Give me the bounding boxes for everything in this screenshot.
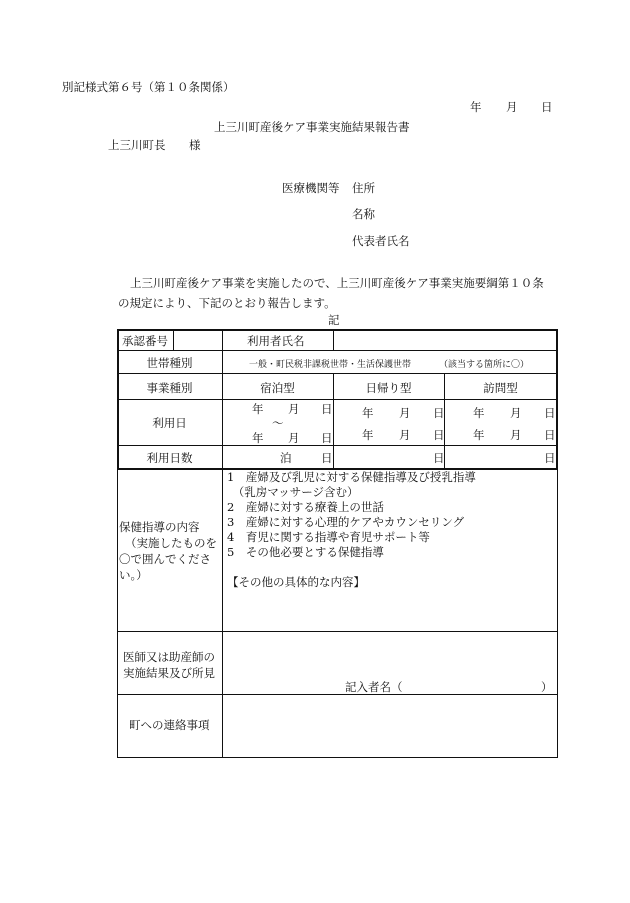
day-date2-day: 日 — [433, 428, 445, 442]
addressee-honorific: 様 — [189, 138, 201, 152]
doctor-findings-label — [123, 649, 215, 681]
stay-from-month: 月 — [288, 402, 300, 416]
visit-date1-month: 月 — [510, 406, 522, 420]
day-date2-year: 年 — [362, 428, 374, 442]
day-days-unit: 日 — [433, 451, 445, 465]
visit-date2-month: 月 — [510, 428, 522, 442]
guidance-item: 1 産婦及び乳児に対する保健指導及び授乳指導 — [227, 470, 476, 484]
household-note: （該当する箇所に〇） — [439, 360, 530, 370]
town-contact-label: 町への連絡事項 — [129, 718, 210, 732]
addressee: 上三川町長 — [108, 138, 166, 152]
doctor-label-line1: 医師又は助産師の — [123, 650, 215, 664]
provider-org-label: 医療機関等 — [282, 181, 340, 195]
guidance-label-line4: い。） — [119, 568, 148, 582]
guidance-label-line1: 保健指導の内容 — [119, 520, 200, 534]
date-year-label: 年 — [470, 100, 482, 114]
other-details-label: 【その他の具体的な内容】 — [227, 575, 365, 589]
guidance-item: 4 育児に関する指導や育児サポート等 — [227, 530, 430, 544]
visit-date1-day: 日 — [544, 406, 556, 420]
visit-days-unit: 日 — [544, 451, 556, 465]
intro-line-2: の規定により、下記のとおり報告します。 — [118, 296, 336, 310]
approval-number-label: 承認番号 — [122, 334, 168, 348]
user-name-label: 利用者氏名 — [247, 334, 305, 348]
ki-label: 記 — [328, 313, 340, 327]
household-type-label: 世帯種別 — [146, 356, 193, 370]
stay-from-day: 日 — [321, 402, 333, 416]
guidance-label-line3: 〇で囲んでくださ — [119, 552, 211, 566]
visit-date2-day: 日 — [544, 428, 556, 442]
day-date1-year: 年 — [362, 406, 374, 420]
day-date2-month: 月 — [399, 428, 411, 442]
use-days-label: 利用日数 — [146, 451, 193, 465]
visit-date2-year: 年 — [473, 428, 485, 442]
guidance-label — [119, 519, 217, 583]
stay-tilde: ～ — [272, 416, 284, 430]
doctor-label-line2: 実施結果及び所見 — [123, 666, 215, 680]
guidance-item: 5 その他必要とする保健指導 — [227, 545, 384, 559]
provider-address-label: 住所 — [352, 181, 375, 195]
stay-to-month: 月 — [288, 431, 300, 445]
intro-paragraph — [118, 273, 558, 313]
writer-name-close: ） — [541, 680, 553, 694]
guidance-item: 2 産婦に対する療養上の世話 — [227, 500, 384, 514]
day-date1-day: 日 — [433, 406, 445, 420]
provider-name-label: 名称 — [352, 207, 375, 221]
date-month-label: 月 — [506, 100, 518, 114]
type-day: 日帰り型 — [365, 381, 412, 395]
report-table — [117, 329, 558, 758]
form-number: 別記様式第６号（第１０条関係） — [62, 80, 235, 94]
stay-from-year: 年 — [252, 402, 264, 416]
guidance-item: 3 産婦に対する心理的ケアやカウンセリング — [227, 515, 465, 529]
writer-name-label: 記入者名（ — [345, 680, 403, 694]
date-day-label: 日 — [541, 100, 553, 114]
provider-rep-label: 代表者氏名 — [352, 234, 410, 248]
service-type-label: 事業種別 — [146, 381, 193, 395]
guidance-label-line2: （実施したものを — [125, 536, 217, 550]
stay-to-day: 日 — [321, 431, 333, 445]
visit-date1-year: 年 — [473, 406, 485, 420]
intro-line-1: 上三川町産後ケア事業を実施したので、上三川町産後ケア事業実施要綱第１０条 — [130, 276, 544, 290]
stay-to-year: 年 — [252, 431, 264, 445]
household-options: 一般・町民税非課税世帯・生活保護世帯 — [249, 360, 412, 370]
type-stay: 宿泊型 — [260, 381, 295, 395]
type-visit: 訪問型 — [483, 381, 518, 395]
stay-days-unit: 日 — [321, 451, 333, 465]
stay-nights-unit: 泊 — [280, 451, 292, 465]
document-title: 上三川町産後ケア事業実施結果報告書 — [214, 120, 410, 134]
use-date-label: 利用日 — [152, 416, 187, 430]
guidance-items-list — [227, 470, 476, 560]
guidance-item: （乳房マッサージ含む） — [227, 485, 359, 499]
day-date1-month: 月 — [399, 406, 411, 420]
